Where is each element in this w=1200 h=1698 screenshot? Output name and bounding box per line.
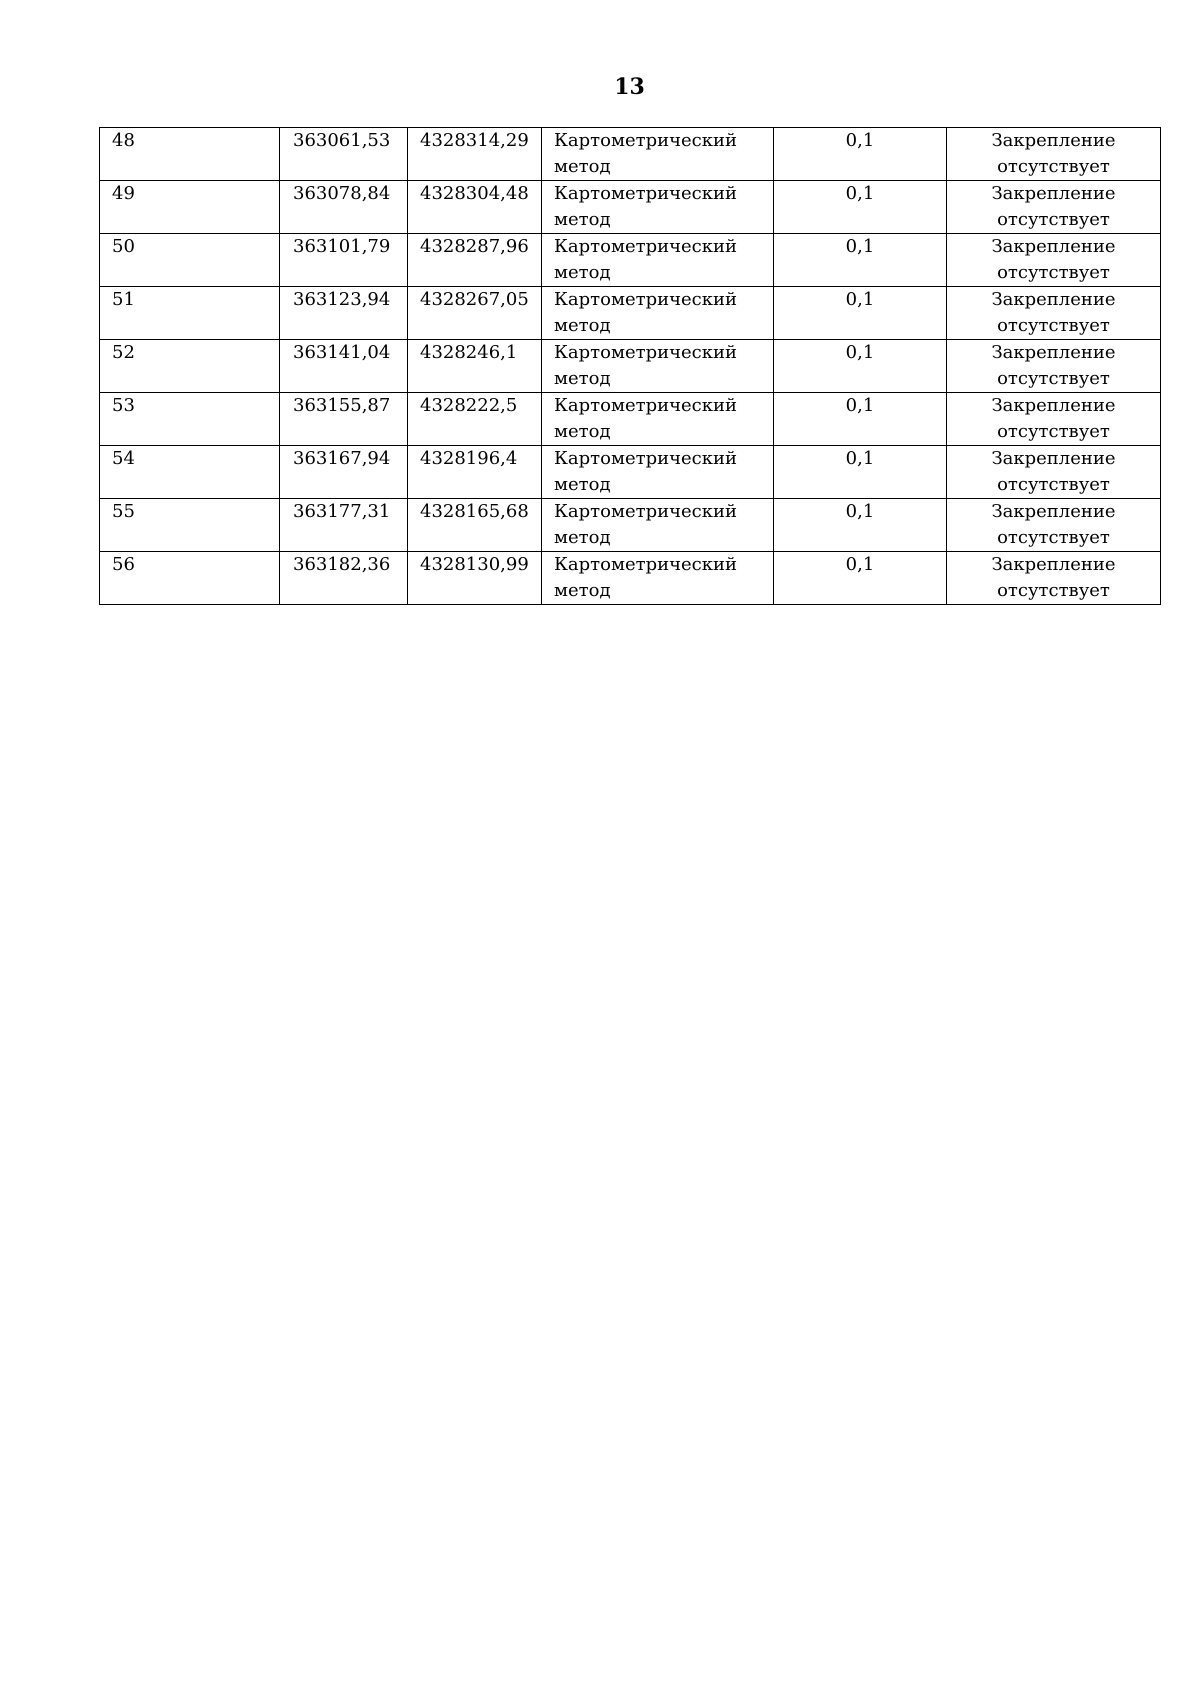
table-row (100, 340, 1161, 393)
fixing-cell (947, 128, 1161, 181)
fixing-cell (947, 340, 1161, 393)
x-coordinate-cell: 363078,84 (280, 181, 408, 234)
fixing-text: Закрепление отсутствует (991, 130, 1116, 177)
method-text: Картометрический метод (554, 130, 737, 177)
x-coordinate-cell: 363123,94 (280, 287, 408, 340)
method-cell (542, 234, 774, 287)
x-coordinate-cell: 363101,79 (280, 234, 408, 287)
accuracy-cell: 0,1 (774, 393, 947, 446)
accuracy-cell: 0,1 (774, 552, 947, 605)
point-number-cell: 55 (100, 499, 280, 552)
y-coordinate-cell: 4328130,99 (408, 552, 542, 605)
x-coordinate-cell: 363061,53 (280, 128, 408, 181)
y-coordinate-cell: 4328267,05 (408, 287, 542, 340)
method-cell (542, 499, 774, 552)
y-coordinate-cell: 4328304,48 (408, 181, 542, 234)
method-cell (542, 340, 774, 393)
point-number-cell: 50 (100, 234, 280, 287)
method-cell (542, 181, 774, 234)
method-cell (542, 393, 774, 446)
method-cell (542, 552, 774, 605)
fixing-cell (947, 181, 1161, 234)
y-coordinate-cell: 4328314,29 (408, 128, 542, 181)
method-text: Картометрический метод (554, 342, 737, 389)
point-number-cell: 54 (100, 446, 280, 499)
fixing-text: Закрепление отсутствует (991, 236, 1116, 283)
fixing-text: Закрепление отсутствует (991, 501, 1116, 548)
method-cell (542, 128, 774, 181)
accuracy-cell: 0,1 (774, 181, 947, 234)
table-row (100, 499, 1161, 552)
table-row (100, 552, 1161, 605)
coordinates-table (99, 127, 1161, 605)
point-number-cell: 51 (100, 287, 280, 340)
method-text: Картометрический метод (554, 448, 737, 495)
point-number-cell: 52 (100, 340, 280, 393)
fixing-cell (947, 234, 1161, 287)
y-coordinate-cell: 4328165,68 (408, 499, 542, 552)
y-coordinate-cell: 4328287,96 (408, 234, 542, 287)
fixing-cell (947, 287, 1161, 340)
fixing-cell (947, 499, 1161, 552)
method-text: Картометрический метод (554, 236, 737, 283)
fixing-text: Закрепление отсутствует (991, 289, 1116, 336)
accuracy-cell: 0,1 (774, 287, 947, 340)
accuracy-cell: 0,1 (774, 340, 947, 393)
method-text: Картометрический метод (554, 554, 737, 601)
method-cell (542, 446, 774, 499)
fixing-text: Закрепление отсутствует (991, 448, 1116, 495)
page-number: 13 (614, 74, 645, 100)
accuracy-cell: 0,1 (774, 128, 947, 181)
fixing-text: Закрепление отсутствует (991, 342, 1116, 389)
method-text: Картометрический метод (554, 395, 737, 442)
point-number-cell: 53 (100, 393, 280, 446)
x-coordinate-cell: 363182,36 (280, 552, 408, 605)
x-coordinate-cell: 363155,87 (280, 393, 408, 446)
table-row (100, 446, 1161, 499)
y-coordinate-cell: 4328222,5 (408, 393, 542, 446)
fixing-cell (947, 393, 1161, 446)
x-coordinate-cell: 363141,04 (280, 340, 408, 393)
fixing-text: Закрепление отсутствует (991, 183, 1116, 230)
fixing-cell (947, 446, 1161, 499)
method-text: Картометрический метод (554, 501, 737, 548)
fixing-text: Закрепление отсутствует (991, 554, 1116, 601)
accuracy-cell: 0,1 (774, 234, 947, 287)
y-coordinate-cell: 4328196,4 (408, 446, 542, 499)
method-text: Картометрический метод (554, 289, 737, 336)
point-number-cell: 56 (100, 552, 280, 605)
table-row (100, 287, 1161, 340)
x-coordinate-cell: 363177,31 (280, 499, 408, 552)
point-number-cell: 49 (100, 181, 280, 234)
table-row (100, 181, 1161, 234)
accuracy-cell: 0,1 (774, 446, 947, 499)
fixing-cell (947, 552, 1161, 605)
method-text: Картометрический метод (554, 183, 737, 230)
fixing-text: Закрепление отсутствует (991, 395, 1116, 442)
point-number-cell: 48 (100, 128, 280, 181)
table-row (100, 234, 1161, 287)
x-coordinate-cell: 363167,94 (280, 446, 408, 499)
y-coordinate-cell: 4328246,1 (408, 340, 542, 393)
table-row (100, 128, 1161, 181)
accuracy-cell: 0,1 (774, 499, 947, 552)
method-cell (542, 287, 774, 340)
table-row (100, 393, 1161, 446)
